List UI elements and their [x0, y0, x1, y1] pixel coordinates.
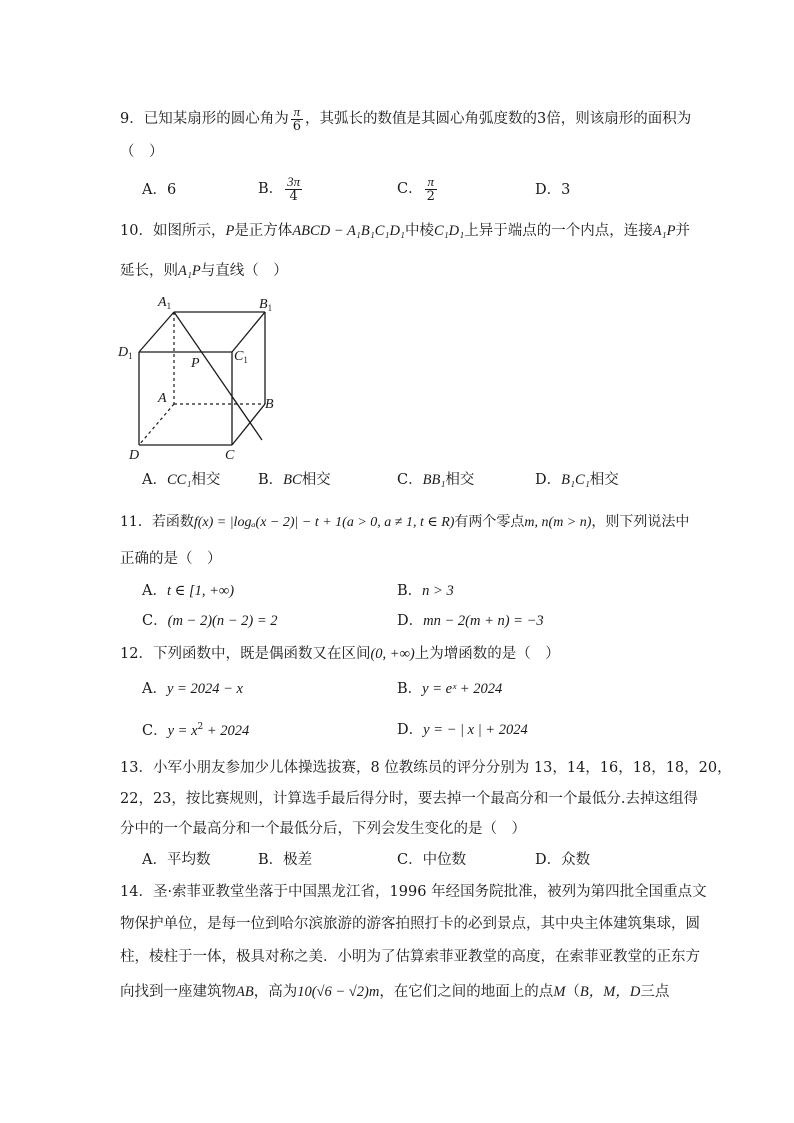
q13-options: [0, 853, 794, 873]
q13-option-d-label: D．: [535, 852, 562, 868]
q13-option-b-label: B．: [258, 852, 284, 868]
q14-point-m: M: [553, 984, 566, 1000]
q10-edge-name: C₁D₁: [433, 223, 465, 239]
hidden-edge-a-d: [139, 404, 174, 445]
q12-option-d-value: y = − | x | + 2024: [423, 722, 528, 738]
q12-stem: [120, 647, 560, 662]
q10-option-a-label: A．: [142, 472, 167, 488]
q10-text-c: 中棱: [404, 223, 434, 239]
q10-option-b-line: BC: [283, 472, 302, 488]
q9-angle-denominator: 6: [292, 118, 302, 134]
q12-option-a-value: y = 2024 − x: [166, 681, 243, 697]
label-d: D: [129, 448, 140, 462]
q14-text-c: ，在它们之间的地面上的点: [379, 984, 554, 1000]
q13-line2: 22，23，按比赛规则，计算选手最后得分时，要去掉一个最高分和一个最低分.去掉这组得: [120, 791, 699, 807]
q14-line1: 14．圣·索菲亚教堂坐落于中国黑龙江省，1996 年经国务院批准，被列为第四批全国重点文: [120, 884, 707, 900]
q13-option-c-label: C．: [397, 852, 423, 868]
edge-b-c: [232, 404, 265, 445]
q10-option-d-label: D．: [535, 472, 562, 488]
q10-stem-line2: [120, 264, 288, 279]
q10-option-b-text: 相交: [301, 472, 331, 488]
label-p: P: [191, 356, 200, 371]
q9-option-c-numerator: π: [425, 175, 437, 190]
q10-option-c-line: BB₁: [422, 472, 446, 488]
q14-text-a: 向找到一座建筑物: [120, 984, 236, 1000]
q9-paren: （ ）: [120, 144, 164, 160]
q10-option-d[interactable]: [535, 473, 619, 488]
q10-option-c[interactable]: [397, 473, 474, 488]
q11-text-a: 11．若函数: [120, 514, 194, 530]
q10-segment-name: A₁P: [652, 223, 676, 239]
q11-option-d[interactable]: [397, 614, 544, 629]
q9-option-b-label: B．: [258, 181, 284, 198]
q14-building-ab: AB: [236, 984, 254, 1000]
q11-zeros: m, n(m > n): [524, 515, 592, 530]
q13-option-d[interactable]: [535, 853, 590, 868]
q10-text-a: 10．如图所示，: [120, 223, 226, 239]
q11-option-b-label: B．: [397, 583, 423, 599]
q11-options-row2: [0, 614, 794, 634]
q12-interval: (0, +∞): [370, 646, 415, 662]
q9-option-a-label: A．: [142, 182, 167, 198]
q9-angle-numerator: π: [291, 105, 303, 120]
q10-option-c-text: 相交: [445, 472, 475, 488]
q9-options: [0, 175, 794, 215]
q14-points: B，M，D: [579, 984, 641, 1000]
label-b: B: [265, 397, 274, 412]
q9-option-c[interactable]: [397, 175, 439, 203]
q12-options-row1: [0, 682, 794, 702]
q12-option-b-value: y = eˣ + 2024: [422, 681, 503, 697]
q9-option-a[interactable]: [142, 183, 176, 198]
q10-option-a-line: CC₁: [166, 472, 192, 488]
q12-option-c-exponent: 2: [197, 722, 204, 732]
q11-function: f(x) = |logₐ(x − 2)| − t + 1(a > 0, a ≠ 1, t ∈ R): [193, 515, 455, 530]
q9-option-c-denominator: 2: [426, 188, 435, 204]
q9-stem: [120, 105, 691, 133]
q9-option-d-label: D．: [535, 182, 562, 198]
q9-stem-text-a: 9．已知某扇形的圆心角为: [120, 111, 289, 128]
label-b1: $B_1$: [259, 297, 273, 313]
q12-option-a-label: A．: [142, 681, 167, 697]
q10-text-d: 上异于端点的一个内点，连接: [464, 223, 653, 239]
q13-option-d-value: 众数: [561, 852, 591, 868]
q12-text-b: 上为增函数的是（ ）: [414, 646, 560, 662]
q11-text-c: ，则下列说法中: [591, 514, 690, 530]
label-c1: $C_1$: [234, 349, 248, 365]
q12-option-c-value-b: + 2024: [203, 723, 250, 739]
q10-text-b: 是正方体: [234, 223, 293, 239]
q11-options-row1: [0, 584, 794, 604]
q9-option-b-denominator: 4: [289, 188, 298, 204]
q13-option-a-label: A．: [142, 852, 167, 868]
q13-option-b[interactable]: [258, 853, 312, 868]
q10-option-d-text: 相交: [589, 472, 619, 488]
q11-option-b-value: n > 3: [422, 583, 454, 599]
q11-option-c-label: C．: [142, 613, 168, 629]
q10-option-b[interactable]: [258, 473, 331, 488]
q9-option-b-numerator: 3π: [287, 174, 301, 189]
q11-stem-line1: [120, 515, 689, 530]
q14-line4: [120, 985, 669, 1000]
label-a1: $A_1$: [158, 295, 172, 311]
q13-option-a[interactable]: [142, 853, 210, 868]
q14-text-e: 三点: [640, 984, 670, 1000]
q14-text-d: （: [565, 984, 580, 1000]
q12-option-c-value-a: y = x: [167, 723, 198, 739]
q13-option-c[interactable]: [397, 853, 466, 868]
q14-line2: 物保护单位，是每一位到哈尔滨旅游的游客拍照打卡的必到景点，其中央主体建筑集球，圆: [120, 916, 700, 932]
q10-cube-name: ABCD − A₁B₁C₁D₁: [292, 223, 405, 239]
q10-line2-text-a: 延长，则: [120, 263, 178, 279]
q11-option-c-value: (m − 2)(n − 2) = 2: [167, 613, 278, 629]
q12-option-d[interactable]: [397, 723, 528, 738]
q9-option-c-label: C．: [397, 181, 423, 198]
q12-option-b[interactable]: [397, 682, 502, 697]
q9-option-b[interactable]: [258, 175, 304, 203]
q14-text-b: ，高为: [253, 984, 298, 1000]
q10-option-a[interactable]: [142, 473, 220, 488]
edge-b1-c1: [232, 312, 265, 352]
label-a: A: [158, 391, 167, 406]
q11-text-b: 有两个零点: [454, 514, 525, 530]
q13-line3: 分中的一个最高分和一个最低分后，下列会发生变化的是（ ）: [120, 821, 526, 837]
q13-line1: 13．小军小朋友参加少儿体操选拔赛，8 位教练员的评分分别为 13，14，16，18，18，20，: [120, 760, 732, 776]
q11-option-a-value: t ∈ [1, +∞): [166, 583, 235, 599]
q12-option-b-label: B．: [397, 681, 423, 697]
q9-stem-text-b: ，其弧长的数值是其圆心角弧度数的3倍，则该扇形的面积为: [305, 111, 692, 128]
q12-text-a: 12．下列函数中，既是偶函数又在区间: [120, 646, 371, 662]
q11-option-a-label: A．: [142, 583, 167, 599]
q10-option-c-label: C．: [397, 472, 423, 488]
q12-option-a[interactable]: [142, 682, 243, 697]
q13-option-b-value: 极差: [283, 852, 313, 868]
q11-option-d-label: D．: [397, 613, 424, 629]
q10-stem-line1: [120, 224, 690, 239]
q9-option-d-value: 3: [561, 182, 571, 198]
q12-option-c[interactable]: [142, 723, 249, 739]
q10-options: [0, 473, 794, 493]
q10-option-a-text: 相交: [191, 472, 221, 488]
q11-option-b[interactable]: [397, 584, 454, 599]
q14-line3: 柱，棱柱于一体，极具对称之美．小明为了估算索菲亚教堂的高度，在索菲亚教堂的正东方: [120, 949, 700, 965]
q10-point-p: P: [225, 223, 235, 239]
q11-option-d-value: mn − 2(m + n) = −3: [423, 613, 544, 629]
q14-height: 10(√6 − √2)m: [297, 984, 380, 1000]
q13-option-c-value: 中位数: [422, 852, 467, 868]
q9-option-c-fraction: [425, 175, 437, 203]
q10-line2-text-b: 与直线（ ）: [200, 263, 288, 279]
q9-option-a-value: 6: [166, 182, 177, 198]
q11-option-c[interactable]: [142, 614, 278, 629]
q10-option-b-label: B．: [258, 472, 284, 488]
q12-option-d-label: D．: [397, 722, 424, 738]
q10-cube-figure: [112, 290, 312, 462]
q10-option-d-line: B₁C₁: [561, 472, 590, 488]
q11-option-a[interactable]: [142, 584, 234, 599]
q9-option-d[interactable]: [535, 183, 570, 198]
q12-option-c-label: C．: [142, 723, 168, 739]
q9-option-b-fraction: [285, 175, 302, 203]
q10-line2-segment: A₁P: [178, 263, 201, 279]
q9-angle-fraction: [291, 105, 303, 133]
q10-text-e: 并: [675, 223, 690, 239]
edge-a1-d1: [139, 312, 174, 352]
label-c: C: [225, 448, 235, 462]
q11-stem-line2: 正确的是（ ）: [120, 551, 222, 567]
q13-option-a-value: 平均数: [166, 852, 211, 868]
q12-options-row2: [0, 723, 794, 745]
label-d1: $D_1$: [118, 345, 133, 361]
